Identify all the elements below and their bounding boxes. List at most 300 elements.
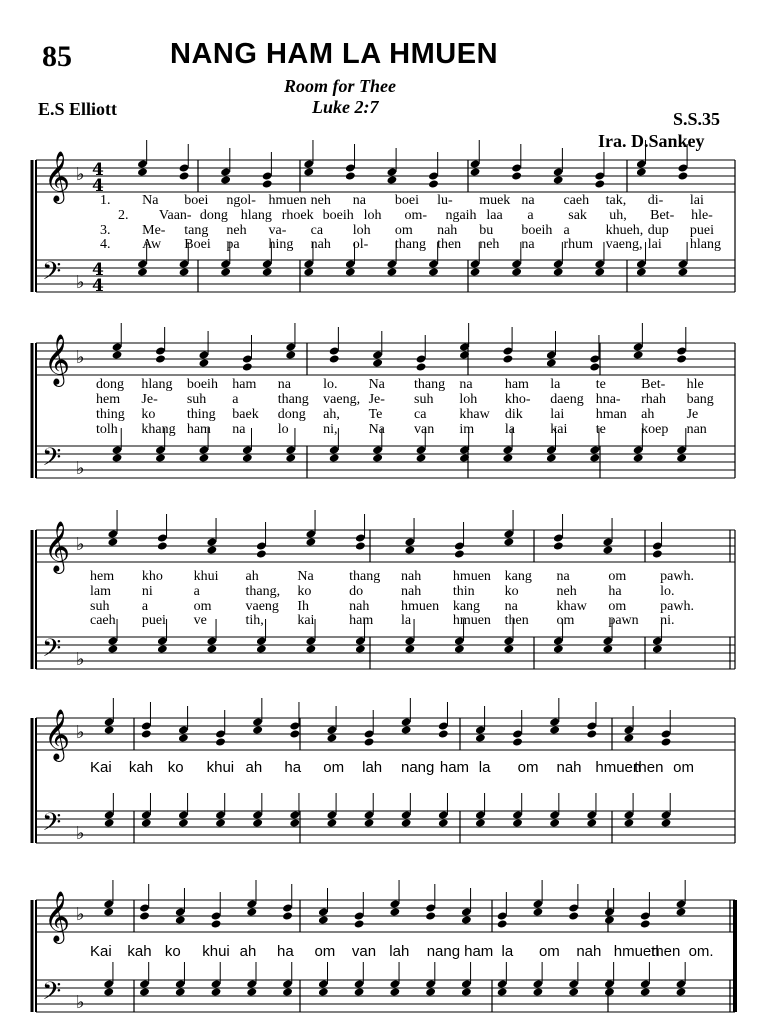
bass-notehead [211, 987, 222, 996]
bass-notehead [141, 818, 152, 827]
treble-notehead [206, 545, 217, 554]
lyric-syllable: ha [277, 943, 294, 960]
lyric-syllable: dong [277, 407, 306, 422]
hymn-title: NANG HAM LA HMUEN [170, 38, 499, 70]
treble-notehead [389, 907, 400, 916]
lyric-syllable: lo [277, 422, 289, 437]
bass-notehead [401, 818, 412, 827]
treble-notehead [103, 907, 114, 916]
lyric-syllable: Je- [368, 392, 385, 407]
bass-notehead [602, 644, 613, 653]
lyric-syllable: a [141, 599, 149, 614]
system-2 [32, 323, 735, 479]
treble-notehead [329, 354, 340, 363]
lyric-syllable: na [504, 599, 518, 614]
chord [389, 880, 400, 997]
bass-notehead [546, 453, 557, 462]
lyric-syllable: ni, [323, 422, 338, 437]
bass-notehead [104, 818, 115, 827]
bass-notehead [137, 267, 148, 276]
system-4 [32, 698, 735, 844]
lyric-syllable: suh [414, 392, 434, 407]
lyric-syllable: rhum [563, 237, 594, 252]
bass-notehead [139, 987, 150, 996]
bass-clef-icon: 𝄢 [42, 257, 62, 292]
bass-notehead [511, 267, 522, 276]
bass-notehead [355, 644, 366, 653]
lyric-syllable: ol- [352, 237, 369, 252]
lyric-syllable: then [437, 237, 462, 252]
bass-clef-icon: 𝄢 [42, 634, 62, 669]
lyric-syllable: nang [401, 759, 435, 776]
lyric-syllable: lai [689, 193, 704, 208]
lyric-syllable: kah [127, 943, 152, 960]
verse-1-lyrics [90, 759, 694, 776]
lyric-syllable: caeh [563, 193, 590, 208]
bass-notehead [425, 987, 436, 996]
lyric-syllable: bu [479, 223, 494, 238]
treble-notehead [503, 537, 514, 546]
lyric-syllable: kang [452, 599, 481, 614]
lyric-syllable: pa [226, 237, 240, 252]
lyric-syllable: ko [164, 943, 181, 960]
verse-1-lyrics [100, 193, 704, 208]
lyric-syllable: daeng [550, 392, 584, 407]
flat-sign-icon: ♭ [76, 904, 85, 925]
lyric-syllable: caeh [90, 613, 116, 628]
lyric-syllable: lo. [660, 584, 675, 599]
flat-sign-icon: ♭ [76, 164, 85, 185]
lyric-syllable: om- [404, 208, 428, 223]
lyric-syllable: a [563, 223, 570, 238]
treble-notehead [546, 358, 557, 367]
bass-notehead [329, 453, 340, 462]
treble-notehead [594, 179, 605, 188]
bass-notehead [303, 267, 314, 276]
bass-notehead [206, 644, 217, 653]
bass-notehead [652, 644, 663, 653]
chord [386, 148, 397, 277]
lyric-syllable: na [232, 422, 246, 437]
lyric-syllable: 4. [100, 237, 111, 252]
lyric-syllable: dup [647, 223, 669, 238]
lyric-syllable: van [351, 943, 377, 960]
lyric-syllable: ko [504, 584, 519, 599]
treble-notehead [568, 911, 579, 920]
lyric-syllable: ham [232, 377, 257, 392]
lyric-syllable: ko [141, 407, 156, 422]
lyric-syllable: sak [568, 208, 587, 223]
lyric-syllable: kang [504, 569, 532, 584]
lyric-syllable: Na [368, 377, 385, 392]
treble-notehead [438, 729, 449, 738]
lyric-syllable: im [459, 422, 475, 437]
lyric-syllable: ngol- [226, 193, 256, 208]
verse-2-lyrics [90, 584, 675, 599]
lyric-syllable: nan [686, 422, 707, 437]
lyric-syllable: na [521, 237, 535, 252]
treble-notehead [511, 171, 522, 180]
lyric-syllable: ha [608, 584, 622, 599]
treble-clef-icon: 𝄞 [44, 709, 71, 760]
lyric-syllable: hman [595, 407, 627, 422]
lyric-syllable: di- [647, 193, 664, 208]
treble-notehead [633, 350, 644, 359]
verse-2-lyrics [118, 208, 713, 223]
lyric-syllable: om [517, 759, 539, 776]
lyric-syllable: then [634, 759, 664, 776]
treble-notehead [549, 725, 560, 734]
lyric-syllable: suh [90, 599, 110, 614]
bass-notehead [475, 818, 486, 827]
bass-notehead [389, 987, 400, 996]
lyric-syllable: lo. [323, 377, 338, 392]
bass-notehead [512, 818, 523, 827]
treble-notehead [282, 911, 293, 920]
lyric-syllable: thang [414, 377, 446, 392]
bass-notehead [242, 453, 253, 462]
lyric-syllable: tang [184, 223, 209, 238]
lyric-syllable: a [527, 208, 534, 223]
lyric-syllable: ha [284, 759, 302, 776]
lyric-syllable: nah [310, 237, 331, 252]
lyric-syllable: ngaih [445, 208, 477, 223]
verse-4-lyrics [96, 422, 707, 437]
bass-notehead [175, 987, 186, 996]
treble-notehead [676, 354, 687, 363]
treble-notehead [364, 737, 375, 746]
bass-notehead [318, 987, 329, 996]
time-signature-top: 4 [92, 160, 104, 180]
lyric-syllable: om [193, 599, 212, 614]
bass-notehead [623, 818, 634, 827]
lyric-syllable: nang [426, 943, 461, 960]
lyric-syllable: kho- [504, 392, 531, 407]
lyric-syllable: neh [226, 223, 247, 238]
lyric-syllable: la [504, 422, 515, 437]
treble-notehead [602, 545, 613, 554]
bass-notehead [661, 818, 672, 827]
flat-sign-icon: ♭ [76, 649, 85, 670]
lyric-syllable: kah [128, 759, 154, 776]
bass-notehead [107, 644, 118, 653]
treble-clef-icon: 𝄞 [44, 151, 71, 202]
lyric-syllable: boeih [521, 223, 553, 238]
lyric-syllable: khui [193, 569, 219, 584]
treble-notehead [386, 175, 397, 184]
verse-3-lyrics [100, 223, 714, 238]
verse-3-lyrics [90, 599, 694, 614]
treble-notehead [636, 167, 647, 176]
lyric-syllable: puei [141, 613, 166, 628]
treble-notehead [461, 915, 472, 924]
lyric-syllable: muek [479, 193, 511, 208]
bass-notehead [676, 987, 687, 996]
bass-notehead [636, 267, 647, 276]
treble-notehead [502, 354, 513, 363]
lyric-syllable: dong [199, 208, 228, 223]
lyric-syllable: bang [686, 392, 714, 407]
lyric-syllable: lu- [437, 193, 453, 208]
lyric-syllable: Je- [141, 392, 158, 407]
treble-notehead [220, 175, 231, 184]
treble-notehead [289, 729, 300, 738]
bass-notehead [497, 987, 508, 996]
lyric-syllable: dong [96, 377, 124, 392]
bass-notehead [220, 267, 231, 276]
lyric-syllable: hmuen [268, 193, 307, 208]
lyric-syllable: hle- [691, 208, 713, 223]
verse-1-lyrics [90, 943, 714, 960]
lyric-syllable: kai [297, 613, 315, 628]
time-signature-top: 4 [92, 260, 104, 280]
lyric-syllable: rhoek [281, 208, 314, 223]
verse-4-lyrics [100, 237, 721, 252]
lyric-syllable: Boei [184, 237, 211, 252]
lyric-syllable: ah [245, 569, 259, 584]
bass-notehead [262, 267, 273, 276]
lyric-syllable: Me- [142, 223, 166, 238]
chord [636, 140, 647, 277]
lyric-syllable: ni [141, 584, 153, 599]
lyric-syllable: Te [368, 407, 383, 422]
lyric-syllable: khang [141, 422, 176, 437]
lyric-syllable: suh [186, 392, 207, 407]
lyric-syllable: ham [439, 759, 470, 776]
lyric-syllable: pawh. [660, 569, 694, 584]
treble-notehead [355, 541, 366, 550]
lyric-syllable: ca [310, 223, 324, 238]
treble-notehead [497, 919, 508, 928]
treble-notehead [252, 725, 263, 734]
lyric-syllable: thing [96, 407, 125, 422]
lyric-syllable: then [651, 943, 681, 960]
bass-notehead [633, 453, 644, 462]
bass-notehead [282, 987, 293, 996]
lyric-syllable: khui [206, 759, 235, 776]
lyric-syllable: neh [479, 237, 500, 252]
lyric-syllable: nah [576, 943, 602, 960]
lyric-syllable: hmuen [452, 613, 491, 628]
lyric-syllable: boei [394, 193, 420, 208]
bass-notehead [503, 644, 514, 653]
treble-notehead [401, 725, 412, 734]
lyric-syllable: loh [363, 208, 382, 223]
treble-notehead [303, 167, 314, 176]
lyric-syllable: rhah [641, 392, 667, 407]
treble-notehead [470, 167, 481, 176]
lyric-syllable: a [232, 392, 239, 407]
bass-notehead [428, 267, 439, 276]
lyric-syllable: Vaan- [158, 208, 192, 223]
bass-staff [36, 977, 735, 1013]
lyric-syllable: neh [310, 193, 331, 208]
treble-clef-icon: 𝄞 [44, 891, 71, 942]
lyric-syllable: nah [556, 759, 582, 776]
lyric-syllable: ham [349, 613, 374, 628]
lyric-syllable: Bet- [641, 377, 666, 392]
lyric-syllable: thang [349, 569, 381, 584]
lyric-syllable: thing [186, 407, 216, 422]
treble-notehead [104, 725, 115, 734]
lyric-syllable: then [504, 613, 529, 628]
bass-notehead [326, 818, 337, 827]
lyric-syllable: koep [641, 422, 669, 437]
treble-notehead [139, 911, 150, 920]
bass-notehead [416, 453, 427, 462]
lyric-syllable: te [595, 422, 606, 437]
lyric-syllable: khui [202, 943, 230, 960]
verse-2-lyrics [96, 392, 714, 407]
lyric-syllable: ca [414, 407, 427, 422]
lyric-syllable: na [277, 377, 291, 392]
bass-notehead [404, 644, 415, 653]
lyric-syllable: nah [401, 569, 422, 584]
treble-notehead [175, 915, 186, 924]
bass-notehead [461, 987, 472, 996]
lyric-syllable: dik [504, 407, 523, 422]
bass-notehead [252, 818, 263, 827]
lyric-syllable: ham [464, 943, 494, 960]
chord [553, 148, 564, 277]
bass-notehead [454, 644, 465, 653]
bass-notehead [553, 644, 564, 653]
hymn-subtitle: Room for Thee [284, 76, 396, 96]
lyric-syllable: ko [297, 584, 312, 599]
bass-notehead [215, 818, 226, 827]
lyric-syllable: ni. [660, 613, 675, 628]
flat-sign-icon: ♭ [76, 722, 85, 743]
lyric-syllable: om [394, 223, 413, 238]
lyric-syllable: Kai [90, 943, 112, 960]
system-1 [32, 140, 735, 296]
bass-notehead [568, 987, 579, 996]
lyric-syllable: pawn [608, 613, 639, 628]
verse-1-lyrics [96, 377, 704, 392]
scripture-reference: Luke 2:7 [312, 97, 379, 117]
treble-notehead [215, 737, 226, 746]
treble-notehead [157, 541, 168, 550]
lyric-syllable: tih, [245, 613, 264, 628]
lyric-syllable: hlang [689, 237, 721, 252]
bass-notehead [305, 644, 316, 653]
bass-notehead [589, 453, 600, 462]
treble-notehead [285, 350, 296, 359]
bass-notehead [179, 267, 190, 276]
lyric-syllable: hem [90, 569, 115, 584]
lyric-syllable: na [556, 569, 570, 584]
lyric-syllable: ah [641, 407, 655, 422]
lyric-syllable: Kai [90, 759, 112, 776]
lyric-syllable: te [595, 377, 606, 392]
bass-notehead [103, 987, 114, 996]
treble-notehead [425, 911, 436, 920]
lyric-syllable: hmuen [613, 943, 660, 960]
chord [676, 880, 687, 997]
lyric-syllable: la [550, 377, 561, 392]
bass-notehead [640, 987, 651, 996]
treble-notehead [246, 907, 257, 916]
lyric-syllable: ve [193, 613, 207, 628]
flat-sign-icon: ♭ [76, 992, 85, 1013]
lyric-syllable: baek [232, 407, 259, 422]
lyric-syllable: om [673, 759, 694, 776]
treble-notehead [256, 549, 267, 558]
lyric-syllable: hmuen [452, 569, 491, 584]
chord [676, 327, 687, 463]
lyric-syllable: vaeng [245, 599, 279, 614]
treble-notehead [677, 171, 688, 180]
bass-notehead [438, 818, 449, 827]
lyric-syllable: nah [401, 584, 422, 599]
bass-clef-icon: 𝄢 [42, 977, 62, 1012]
lyric-syllable: do [349, 584, 364, 599]
lyric-syllable: thin [452, 584, 475, 599]
treble-notehead [652, 549, 663, 558]
lyric-syllable: Aw [142, 237, 162, 252]
bass-clef-icon: 𝄢 [42, 443, 62, 478]
lyric-syllable: tolh [96, 422, 118, 437]
bass-notehead [549, 818, 560, 827]
verse-3-lyrics [96, 407, 698, 422]
bass-notehead [532, 987, 543, 996]
bass-notehead [502, 453, 513, 462]
bass-staff [36, 634, 735, 670]
lyric-syllable: 2. [118, 208, 129, 223]
treble-notehead [404, 545, 415, 554]
treble-notehead [586, 729, 597, 738]
lyric-syllable: Na [142, 193, 159, 208]
lyric-syllable: om [314, 943, 336, 960]
treble-clef-icon: 𝄞 [44, 334, 71, 385]
lyric-syllable: khaw [459, 407, 490, 422]
time-signature-bottom: 4 [92, 176, 104, 196]
treble-notehead [318, 915, 329, 924]
bass-notehead [178, 818, 189, 827]
lyric-syllable: Je [686, 407, 699, 422]
lyric-syllable: ah [239, 943, 257, 960]
treble-notehead [512, 737, 523, 746]
bass-notehead [289, 818, 300, 827]
bass-notehead [586, 818, 597, 827]
lyric-syllable: thang, [245, 584, 281, 599]
verse-4-lyrics [90, 613, 675, 628]
lyric-syllable: va- [268, 223, 287, 238]
system-5 [32, 880, 735, 1013]
bass-notehead [470, 267, 481, 276]
treble-notehead [553, 175, 564, 184]
bass-clef-icon: 𝄢 [42, 808, 62, 843]
lyric-syllable: ham [504, 377, 529, 392]
treble-notehead [604, 915, 615, 924]
hymn-number: 85 [42, 40, 72, 73]
lyric-syllable: khueh, [605, 223, 644, 238]
lyric-syllable: laa [486, 208, 503, 223]
lyric-syllable: loh [352, 223, 371, 238]
treble-notehead [198, 358, 209, 367]
lyric-syllable: tak, [605, 193, 627, 208]
chord [242, 335, 253, 463]
treble-notehead [345, 171, 356, 180]
chord [677, 144, 688, 277]
treble-clef-icon: 𝄞 [44, 521, 71, 572]
bass-notehead [364, 818, 375, 827]
lyric-syllable: hlang [240, 208, 272, 223]
composer-credit: Ira. D.Sankey [598, 131, 705, 151]
treble-notehead [141, 729, 152, 738]
bass-staff [36, 443, 735, 479]
treble-notehead [372, 358, 383, 367]
